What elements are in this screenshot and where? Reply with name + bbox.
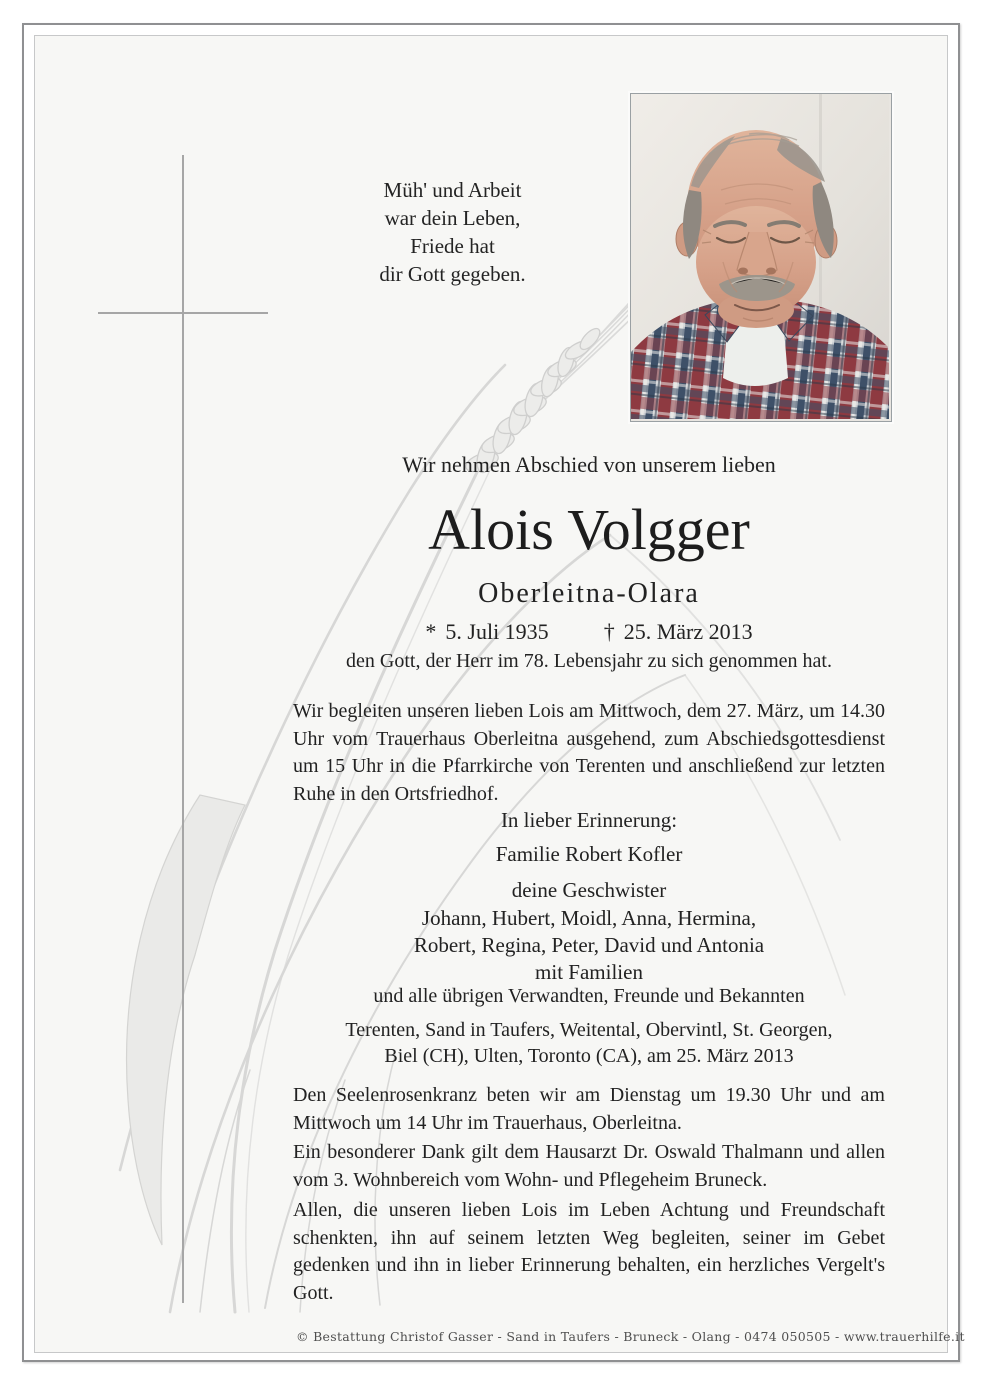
verse [330, 176, 575, 288]
places-lines [293, 1017, 885, 1069]
deceased-name: Alois Volgger [428, 497, 750, 562]
birth-date-text: 5. Juli 1935 [445, 619, 549, 644]
siblings-line: mit Familien [535, 960, 643, 984]
verse-line: Müh' und Arbeit [383, 178, 522, 202]
life-dates [293, 619, 885, 645]
closing-paragraph: Allen, die unseren lieben Lois im Leben Achtung und Freundschaft schenkten, ihn auf seinem letzten Weg begleiten, seiner im Gebet gedenken und ihn in lieber Erinnerung behalten, ein herzliches Vergelt's Gott. [293, 1199, 885, 1304]
intro-line: Wir nehmen Abschied von unserem lieben [402, 452, 776, 477]
verse-line: Friede hat [410, 234, 495, 258]
portrait-photo [630, 93, 892, 422]
remembrance-family: Familie Robert Kofler [495, 842, 683, 866]
siblings-line: Robert, Regina, Peter, David und Antonia [413, 933, 765, 957]
funeral-paragraph: Wir begleiten unseren lieben Lois am Mittwoch, dem 27. März, um 14.30 Uhr vom Trauerhaus Oberleitna ausgehend, zum Abschiedsgottesdienst um 15 Uhr in die Pfarrkirche von Terenten und anschließend zur letzten Ruhe in den Ortsfriedhof. [293, 700, 885, 805]
star-born-icon: * [425, 619, 437, 644]
verse-line: war dein Leben, [384, 206, 521, 230]
age-line: den Gott, der Herr im 78. Lebensjahr zu sich genommen hat. [346, 650, 832, 672]
thanks-paragraph: Ein besonderer Dank gilt dem Hausarzt Dr. Oswald Thalmann und allen vom 3. Wohnbereich vom Wohn- und Pflegeheim Bruneck. [293, 1141, 885, 1191]
verse-line: dir Gott gegeben. [379, 262, 526, 286]
cross-vertical-line [182, 155, 184, 1303]
remembrance-heading: In lieber Erinnerung: [500, 808, 678, 832]
funeral-home-footer: © Bestattung Christof Gasser - Sand in Taufers - Bruneck - Olang - 0474 050505 - www.trauerhilfe.it [296, 1329, 965, 1344]
siblings-list [293, 905, 885, 986]
siblings-label: deine Geschwister [511, 878, 667, 902]
siblings-line: Johann, Hubert, Moidl, Anna, Hermina, [421, 906, 757, 930]
death-date-text: 25. März 2013 [623, 619, 753, 644]
relatives-line: und alle übrigen Verwandten, Freunde und Bekannten [373, 985, 805, 1007]
dagger-died-icon: † [603, 619, 615, 644]
places-line: Biel (CH), Ulten, Toronto (CA), am 25. März 2013 [384, 1045, 794, 1067]
house-name: Oberleitna-Olara [478, 578, 700, 609]
birth-date [425, 619, 548, 645]
rosary-paragraph: Den Seelenrosenkranz beten wir am Dienstag um 19.30 Uhr und am Mittwoch um 14 Uhr im Trauerhaus, Oberleitna. [293, 1084, 885, 1134]
death-date [604, 619, 753, 645]
cross-horizontal-line [98, 312, 268, 314]
places-line: Terenten, Sand in Taufers, Weitental, Obervintl, St. Georgen, [345, 1019, 833, 1041]
